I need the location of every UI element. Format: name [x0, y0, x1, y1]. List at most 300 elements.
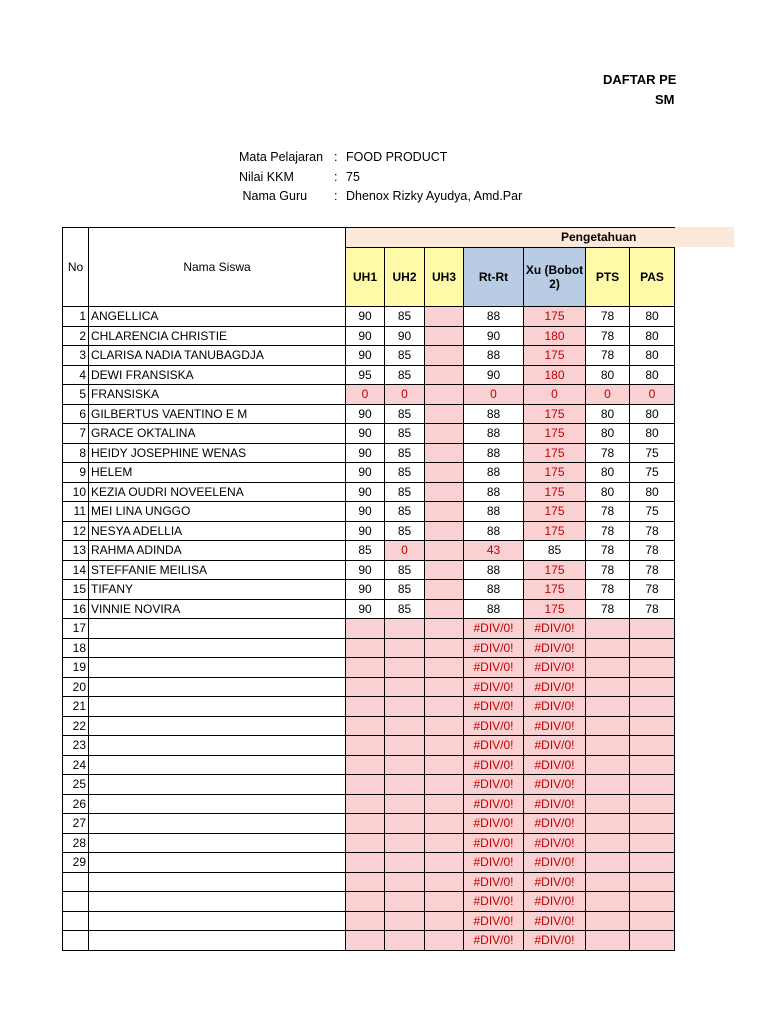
cell-rt[interactable]: #DIV/0!	[464, 833, 524, 853]
cell-uh3[interactable]	[425, 736, 464, 756]
cell-xu[interactable]: 85	[524, 541, 586, 561]
cell-no[interactable]: 12	[63, 521, 89, 541]
cell-rt[interactable]: 88	[464, 463, 524, 483]
cell-xu[interactable]: 175	[524, 346, 586, 366]
cell-name[interactable]	[89, 677, 346, 697]
cell-rt[interactable]: 0	[464, 385, 524, 405]
cell-pas[interactable]: 80	[630, 482, 675, 502]
cell-uh2[interactable]: 85	[385, 307, 425, 327]
cell-uh1[interactable]	[346, 755, 385, 775]
cell-pas[interactable]: 80	[630, 424, 675, 444]
cell-uh2[interactable]	[385, 853, 425, 873]
cell-no[interactable]: 1	[63, 307, 89, 327]
cell-uh3[interactable]	[425, 716, 464, 736]
cell-uh1[interactable]: 90	[346, 482, 385, 502]
cell-uh1[interactable]: 90	[346, 404, 385, 424]
cell-name[interactable]: STEFFANIE MEILISA	[89, 560, 346, 580]
cell-rt[interactable]: #DIV/0!	[464, 872, 524, 892]
cell-uh2[interactable]: 85	[385, 404, 425, 424]
cell-rt[interactable]: #DIV/0!	[464, 892, 524, 912]
cell-uh1[interactable]: 90	[346, 443, 385, 463]
header-uh2[interactable]: UH2	[385, 248, 425, 307]
cell-uh1[interactable]	[346, 892, 385, 912]
cell-uh1[interactable]: 90	[346, 599, 385, 619]
cell-no[interactable]: 5	[63, 385, 89, 405]
cell-uh2[interactable]	[385, 658, 425, 678]
cell-rt[interactable]: 90	[464, 365, 524, 385]
cell-rt[interactable]: #DIV/0!	[464, 697, 524, 717]
cell-uh2[interactable]	[385, 794, 425, 814]
cell-uh3[interactable]	[425, 775, 464, 795]
cell-xu[interactable]: #DIV/0!	[524, 931, 586, 951]
cell-no[interactable]: 21	[63, 697, 89, 717]
cell-pas[interactable]: 80	[630, 404, 675, 424]
cell-xu[interactable]: #DIV/0!	[524, 814, 586, 834]
cell-no[interactable]: 24	[63, 755, 89, 775]
cell-xu[interactable]: 175	[524, 580, 586, 600]
cell-pts[interactable]	[586, 931, 630, 951]
cell-uh1[interactable]: 90	[346, 326, 385, 346]
cell-xu[interactable]: 180	[524, 365, 586, 385]
cell-pas[interactable]: 75	[630, 502, 675, 522]
cell-pts[interactable]: 78	[586, 599, 630, 619]
cell-uh1[interactable]	[346, 716, 385, 736]
cell-name[interactable]: GRACE OKTALINA	[89, 424, 346, 444]
cell-rt[interactable]: 88	[464, 482, 524, 502]
cell-uh1[interactable]: 85	[346, 541, 385, 561]
cell-pas[interactable]	[630, 853, 675, 873]
cell-uh2[interactable]	[385, 931, 425, 951]
cell-no[interactable]: 9	[63, 463, 89, 483]
cell-uh3[interactable]	[425, 404, 464, 424]
cell-uh1[interactable]: 90	[346, 346, 385, 366]
cell-no[interactable]: 11	[63, 502, 89, 522]
cell-no[interactable]: 7	[63, 424, 89, 444]
cell-uh1[interactable]: 90	[346, 424, 385, 444]
cell-name[interactable]: ANGELLICA	[89, 307, 346, 327]
cell-xu[interactable]: #DIV/0!	[524, 619, 586, 639]
cell-uh1[interactable]	[346, 658, 385, 678]
cell-pas[interactable]: 0	[630, 385, 675, 405]
cell-uh3[interactable]	[425, 638, 464, 658]
cell-xu[interactable]: #DIV/0!	[524, 911, 586, 931]
cell-uh2[interactable]	[385, 775, 425, 795]
cell-pts[interactable]: 80	[586, 463, 630, 483]
cell-xu[interactable]: 175	[524, 599, 586, 619]
cell-name[interactable]: HELEM	[89, 463, 346, 483]
header-no[interactable]: No	[63, 228, 89, 307]
cell-uh2[interactable]: 85	[385, 560, 425, 580]
cell-no[interactable]: 2	[63, 326, 89, 346]
cell-uh2[interactable]: 85	[385, 482, 425, 502]
cell-pas[interactable]	[630, 619, 675, 639]
cell-pts[interactable]	[586, 892, 630, 912]
cell-uh2[interactable]: 85	[385, 424, 425, 444]
cell-pts[interactable]	[586, 911, 630, 931]
cell-uh1[interactable]: 90	[346, 463, 385, 483]
cell-pts[interactable]	[586, 814, 630, 834]
cell-uh2[interactable]	[385, 638, 425, 658]
cell-name[interactable]: MEI LINA UNGGO	[89, 502, 346, 522]
cell-rt[interactable]: 88	[464, 521, 524, 541]
cell-xu[interactable]: 175	[524, 424, 586, 444]
cell-pts[interactable]: 80	[586, 404, 630, 424]
cell-no[interactable]: 10	[63, 482, 89, 502]
cell-no[interactable]: 8	[63, 443, 89, 463]
cell-uh1[interactable]: 90	[346, 307, 385, 327]
cell-uh2[interactable]: 85	[385, 443, 425, 463]
cell-no[interactable]: 23	[63, 736, 89, 756]
cell-uh2[interactable]	[385, 814, 425, 834]
cell-uh1[interactable]: 90	[346, 560, 385, 580]
cell-uh2[interactable]	[385, 892, 425, 912]
cell-pas[interactable]: 75	[630, 463, 675, 483]
cell-uh1[interactable]	[346, 794, 385, 814]
cell-rt[interactable]: #DIV/0!	[464, 775, 524, 795]
cell-uh1[interactable]: 95	[346, 365, 385, 385]
cell-uh3[interactable]	[425, 658, 464, 678]
cell-uh2[interactable]: 90	[385, 326, 425, 346]
cell-name[interactable]: CLARISA NADIA TANUBAGDJA	[89, 346, 346, 366]
cell-no[interactable]: 20	[63, 677, 89, 697]
cell-pts[interactable]: 78	[586, 326, 630, 346]
cell-rt[interactable]: #DIV/0!	[464, 677, 524, 697]
cell-pts[interactable]	[586, 638, 630, 658]
cell-uh3[interactable]	[425, 755, 464, 775]
cell-uh2[interactable]	[385, 697, 425, 717]
cell-uh1[interactable]	[346, 931, 385, 951]
cell-pas[interactable]	[630, 755, 675, 775]
cell-uh3[interactable]	[425, 619, 464, 639]
cell-pas[interactable]: 80	[630, 307, 675, 327]
cell-pas[interactable]: 78	[630, 521, 675, 541]
cell-name[interactable]	[89, 872, 346, 892]
cell-uh1[interactable]	[346, 853, 385, 873]
cell-uh3[interactable]	[425, 385, 464, 405]
cell-name[interactable]: RAHMA ADINDA	[89, 541, 346, 561]
cell-pas[interactable]	[630, 677, 675, 697]
cell-rt[interactable]: 88	[464, 502, 524, 522]
cell-pts[interactable]: 78	[586, 346, 630, 366]
cell-xu[interactable]: #DIV/0!	[524, 833, 586, 853]
cell-uh3[interactable]	[425, 365, 464, 385]
cell-rt[interactable]: 88	[464, 424, 524, 444]
cell-pts[interactable]: 78	[586, 580, 630, 600]
cell-uh3[interactable]	[425, 346, 464, 366]
cell-uh2[interactable]	[385, 716, 425, 736]
header-xu[interactable]: Xu (Bobot 2)	[524, 248, 586, 307]
cell-pas[interactable]	[630, 833, 675, 853]
cell-xu[interactable]: #DIV/0!	[524, 853, 586, 873]
cell-name[interactable]	[89, 716, 346, 736]
cell-uh3[interactable]	[425, 814, 464, 834]
cell-uh2[interactable]	[385, 872, 425, 892]
cell-rt[interactable]: 43	[464, 541, 524, 561]
cell-rt[interactable]: 88	[464, 443, 524, 463]
cell-xu[interactable]: #DIV/0!	[524, 697, 586, 717]
cell-name[interactable]: CHLARENCIA CHRISTIE	[89, 326, 346, 346]
cell-pas[interactable]	[630, 716, 675, 736]
cell-uh3[interactable]	[425, 424, 464, 444]
cell-uh3[interactable]	[425, 326, 464, 346]
cell-no[interactable]: 25	[63, 775, 89, 795]
cell-uh1[interactable]	[346, 911, 385, 931]
cell-uh3[interactable]	[425, 580, 464, 600]
cell-pas[interactable]	[630, 736, 675, 756]
cell-no[interactable]	[63, 872, 89, 892]
cell-pts[interactable]	[586, 697, 630, 717]
cell-rt[interactable]: 90	[464, 326, 524, 346]
cell-name[interactable]	[89, 697, 346, 717]
cell-no[interactable]: 29	[63, 853, 89, 873]
cell-uh3[interactable]	[425, 443, 464, 463]
cell-no[interactable]: 26	[63, 794, 89, 814]
cell-rt[interactable]: #DIV/0!	[464, 931, 524, 951]
cell-name[interactable]: DEWI FRANSISKA	[89, 365, 346, 385]
cell-pts[interactable]: 78	[586, 502, 630, 522]
cell-xu[interactable]: 175	[524, 404, 586, 424]
cell-uh3[interactable]	[425, 482, 464, 502]
cell-uh3[interactable]	[425, 463, 464, 483]
cell-no[interactable]: 6	[63, 404, 89, 424]
cell-pts[interactable]	[586, 775, 630, 795]
cell-no[interactable]: 14	[63, 560, 89, 580]
cell-name[interactable]	[89, 755, 346, 775]
cell-uh3[interactable]	[425, 560, 464, 580]
cell-uh3[interactable]	[425, 697, 464, 717]
cell-uh1[interactable]: 90	[346, 580, 385, 600]
cell-pas[interactable]	[630, 794, 675, 814]
cell-uh3[interactable]	[425, 521, 464, 541]
cell-pas[interactable]	[630, 911, 675, 931]
cell-name[interactable]	[89, 638, 346, 658]
cell-uh2[interactable]: 85	[385, 580, 425, 600]
cell-rt[interactable]: #DIV/0!	[464, 755, 524, 775]
cell-no[interactable]: 4	[63, 365, 89, 385]
cell-uh2[interactable]	[385, 911, 425, 931]
cell-uh2[interactable]	[385, 736, 425, 756]
cell-name[interactable]: VINNIE NOVIRA	[89, 599, 346, 619]
cell-xu[interactable]: #DIV/0!	[524, 677, 586, 697]
cell-xu[interactable]: 175	[524, 307, 586, 327]
cell-xu[interactable]: #DIV/0!	[524, 638, 586, 658]
cell-uh1[interactable]	[346, 619, 385, 639]
cell-xu[interactable]: #DIV/0!	[524, 736, 586, 756]
cell-no[interactable]: 18	[63, 638, 89, 658]
cell-pas[interactable]: 80	[630, 346, 675, 366]
cell-rt[interactable]: #DIV/0!	[464, 794, 524, 814]
cell-name[interactable]: NESYA ADELLIA	[89, 521, 346, 541]
cell-rt[interactable]: 88	[464, 404, 524, 424]
cell-xu[interactable]: #DIV/0!	[524, 872, 586, 892]
cell-rt[interactable]: #DIV/0!	[464, 814, 524, 834]
cell-name[interactable]: GILBERTUS VAENTINO E M	[89, 404, 346, 424]
cell-uh2[interactable]: 0	[385, 541, 425, 561]
cell-pts[interactable]	[586, 853, 630, 873]
header-uh1[interactable]: UH1	[346, 248, 385, 307]
cell-pas[interactable]	[630, 814, 675, 834]
cell-uh1[interactable]	[346, 677, 385, 697]
cell-rt[interactable]: #DIV/0!	[464, 658, 524, 678]
cell-uh3[interactable]	[425, 892, 464, 912]
cell-rt[interactable]: #DIV/0!	[464, 736, 524, 756]
cell-uh3[interactable]	[425, 677, 464, 697]
cell-uh3[interactable]	[425, 872, 464, 892]
cell-xu[interactable]: #DIV/0!	[524, 658, 586, 678]
cell-xu[interactable]: #DIV/0!	[524, 716, 586, 736]
cell-name[interactable]	[89, 814, 346, 834]
cell-rt[interactable]: 88	[464, 560, 524, 580]
cell-pas[interactable]	[630, 872, 675, 892]
cell-rt[interactable]: #DIV/0!	[464, 638, 524, 658]
cell-uh3[interactable]	[425, 502, 464, 522]
cell-name[interactable]: TIFANY	[89, 580, 346, 600]
cell-pas[interactable]	[630, 638, 675, 658]
cell-rt[interactable]: 88	[464, 580, 524, 600]
cell-uh3[interactable]	[425, 911, 464, 931]
cell-no[interactable]	[63, 931, 89, 951]
header-name[interactable]: Nama Siswa	[89, 228, 346, 307]
cell-pts[interactable]	[586, 619, 630, 639]
cell-uh2[interactable]: 85	[385, 346, 425, 366]
cell-uh1[interactable]	[346, 814, 385, 834]
cell-uh2[interactable]: 85	[385, 521, 425, 541]
cell-name[interactable]	[89, 892, 346, 912]
cell-pts[interactable]: 80	[586, 365, 630, 385]
cell-xu[interactable]: 175	[524, 502, 586, 522]
cell-pas[interactable]: 78	[630, 560, 675, 580]
cell-pts[interactable]: 78	[586, 521, 630, 541]
cell-no[interactable]: 15	[63, 580, 89, 600]
cell-uh2[interactable]: 85	[385, 365, 425, 385]
cell-xu[interactable]: #DIV/0!	[524, 755, 586, 775]
cell-xu[interactable]: 175	[524, 443, 586, 463]
header-uh3[interactable]: UH3	[425, 248, 464, 307]
cell-uh1[interactable]: 0	[346, 385, 385, 405]
cell-rt[interactable]: #DIV/0!	[464, 716, 524, 736]
cell-pts[interactable]: 80	[586, 424, 630, 444]
cell-rt[interactable]: 88	[464, 346, 524, 366]
cell-uh3[interactable]	[425, 541, 464, 561]
cell-pts[interactable]: 78	[586, 443, 630, 463]
cell-xu[interactable]: 175	[524, 482, 586, 502]
cell-name[interactable]	[89, 853, 346, 873]
cell-uh3[interactable]	[425, 853, 464, 873]
cell-pts[interactable]: 78	[586, 560, 630, 580]
cell-name[interactable]: HEIDY JOSEPHINE WENAS	[89, 443, 346, 463]
cell-no[interactable]: 16	[63, 599, 89, 619]
cell-xu[interactable]: #DIV/0!	[524, 775, 586, 795]
cell-pts[interactable]: 80	[586, 482, 630, 502]
cell-pts[interactable]	[586, 736, 630, 756]
cell-uh2[interactable]	[385, 833, 425, 853]
cell-name[interactable]	[89, 794, 346, 814]
cell-uh3[interactable]	[425, 794, 464, 814]
cell-pas[interactable]: 80	[630, 365, 675, 385]
cell-name[interactable]	[89, 911, 346, 931]
cell-xu[interactable]: 0	[524, 385, 586, 405]
cell-uh1[interactable]: 90	[346, 502, 385, 522]
cell-pts[interactable]	[586, 716, 630, 736]
cell-uh1[interactable]	[346, 736, 385, 756]
cell-uh3[interactable]	[425, 931, 464, 951]
cell-pts[interactable]: 0	[586, 385, 630, 405]
cell-name[interactable]	[89, 658, 346, 678]
cell-uh2[interactable]	[385, 677, 425, 697]
cell-no[interactable]: 17	[63, 619, 89, 639]
cell-rt[interactable]: 88	[464, 599, 524, 619]
cell-no[interactable]: 27	[63, 814, 89, 834]
cell-rt[interactable]: #DIV/0!	[464, 911, 524, 931]
cell-pas[interactable]: 78	[630, 599, 675, 619]
cell-pas[interactable]	[630, 892, 675, 912]
cell-uh2[interactable]	[385, 755, 425, 775]
header-rt[interactable]: Rt-Rt	[464, 248, 524, 307]
cell-pas[interactable]	[630, 775, 675, 795]
cell-xu[interactable]: #DIV/0!	[524, 892, 586, 912]
cell-pts[interactable]	[586, 872, 630, 892]
cell-uh2[interactable]: 0	[385, 385, 425, 405]
cell-no[interactable]: 3	[63, 346, 89, 366]
cell-uh1[interactable]	[346, 697, 385, 717]
cell-uh2[interactable]: 85	[385, 599, 425, 619]
cell-pas[interactable]: 80	[630, 326, 675, 346]
cell-uh3[interactable]	[425, 307, 464, 327]
cell-pts[interactable]: 78	[586, 541, 630, 561]
cell-no[interactable]	[63, 892, 89, 912]
cell-uh1[interactable]	[346, 775, 385, 795]
cell-pas[interactable]: 78	[630, 541, 675, 561]
cell-name[interactable]	[89, 775, 346, 795]
cell-no[interactable]: 13	[63, 541, 89, 561]
cell-uh3[interactable]	[425, 599, 464, 619]
cell-xu[interactable]: #DIV/0!	[524, 794, 586, 814]
cell-pas[interactable]	[630, 658, 675, 678]
cell-pas[interactable]	[630, 931, 675, 951]
cell-pts[interactable]	[586, 677, 630, 697]
cell-uh1[interactable]	[346, 833, 385, 853]
cell-name[interactable]	[89, 833, 346, 853]
cell-pas[interactable]: 75	[630, 443, 675, 463]
cell-xu[interactable]: 180	[524, 326, 586, 346]
cell-uh1[interactable]	[346, 872, 385, 892]
cell-uh2[interactable]	[385, 619, 425, 639]
cell-rt[interactable]: #DIV/0!	[464, 853, 524, 873]
header-pts[interactable]: PTS	[586, 248, 630, 307]
cell-pas[interactable]: 78	[630, 580, 675, 600]
cell-xu[interactable]: 175	[524, 521, 586, 541]
cell-no[interactable]	[63, 911, 89, 931]
cell-pts[interactable]	[586, 833, 630, 853]
cell-uh2[interactable]: 85	[385, 502, 425, 522]
cell-uh1[interactable]	[346, 638, 385, 658]
cell-name[interactable]	[89, 931, 346, 951]
cell-uh2[interactable]: 85	[385, 463, 425, 483]
cell-no[interactable]: 28	[63, 833, 89, 853]
cell-no[interactable]: 22	[63, 716, 89, 736]
cell-rt[interactable]: #DIV/0!	[464, 619, 524, 639]
header-pas[interactable]: PAS	[630, 248, 675, 307]
cell-uh1[interactable]: 90	[346, 521, 385, 541]
cell-name[interactable]: FRANSISKA	[89, 385, 346, 405]
cell-name[interactable]: KEZIA OUDRI NOVEELENA	[89, 482, 346, 502]
cell-name[interactable]	[89, 736, 346, 756]
cell-no[interactable]: 19	[63, 658, 89, 678]
cell-pts[interactable]: 78	[586, 307, 630, 327]
cell-xu[interactable]: 175	[524, 560, 586, 580]
cell-uh3[interactable]	[425, 833, 464, 853]
cell-pts[interactable]	[586, 794, 630, 814]
